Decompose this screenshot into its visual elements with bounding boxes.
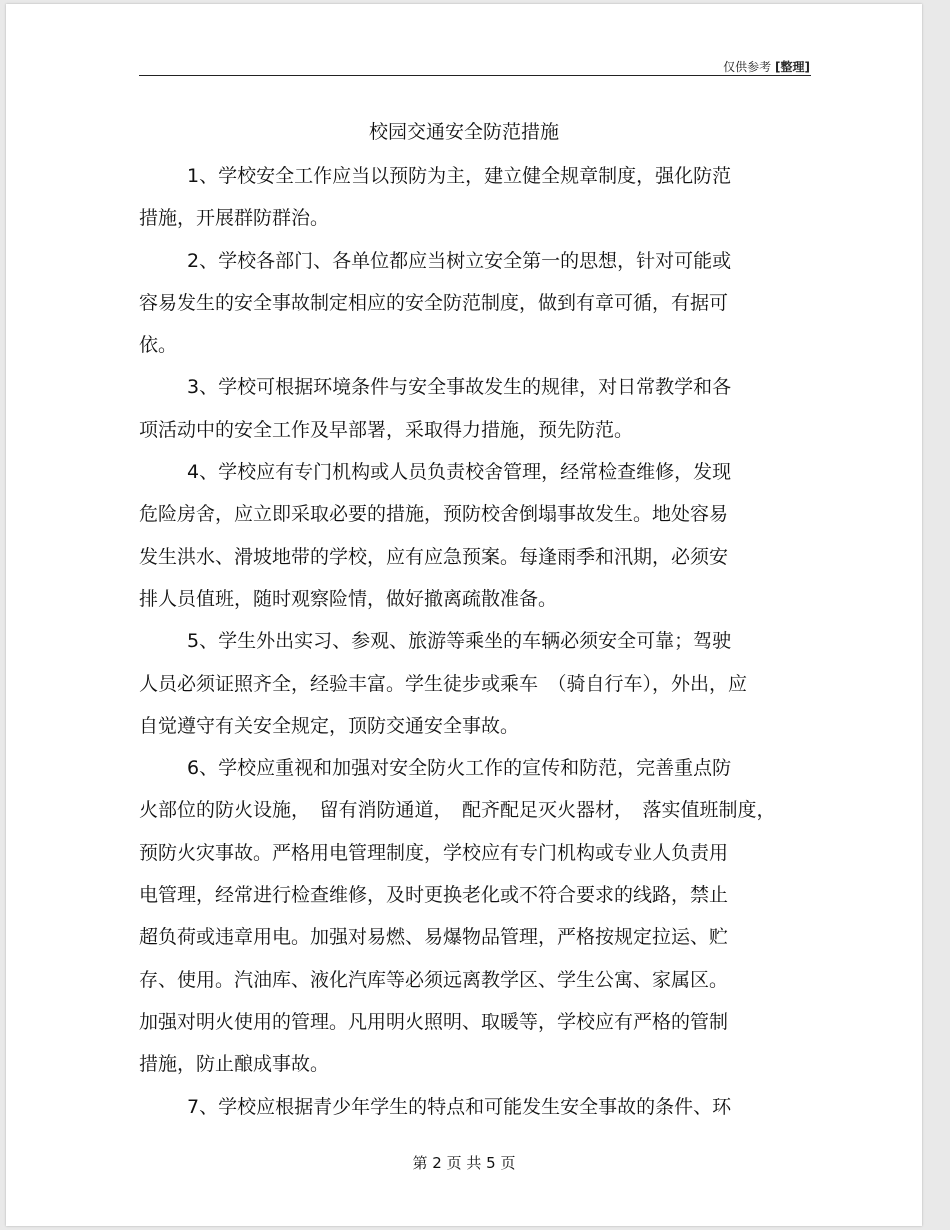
paragraph-line: 6、学校应重视和加强对安全防火工作的宣传和防范，完善重点防	[187, 757, 732, 780]
header-divider	[139, 75, 811, 76]
paragraph-7	[139, 1086, 811, 1128]
paragraph-line: 依。	[139, 334, 178, 357]
paragraph-line: 5、学生外出实习、参观、旅游等乘坐的车辆必须安全可靠；驾驶	[187, 630, 732, 653]
paragraph-6	[139, 747, 811, 1085]
paragraph-line: 4、学校应有专门机构或人员负责校舍管理，经常检查维修，发现	[187, 461, 732, 484]
header-note	[723, 58, 810, 75]
paragraph-line: 预防火灾事故。严格用电管理制度，学校应有专门机构或专业人负责用	[139, 841, 729, 864]
paragraph-line: 项活动中的安全工作及早部署，采取得力措施，预先防范。	[139, 418, 634, 441]
paragraph-line: 超负荷或违章用电。加强对易燃、易爆物品管理，严格按规定拉运、贮	[139, 926, 729, 949]
page-title: 校园交通安全防范措施	[368, 121, 559, 143]
paragraph-line: 措施，防止酿成事故。	[139, 1053, 330, 1076]
paragraph-line: 自觉遵守有关安全规定，顶防交通安全事故。	[139, 714, 520, 737]
document-body	[139, 155, 811, 1128]
paragraph-5	[139, 620, 811, 747]
paragraph-line: 2、学校各部门、各单位都应当树立安全第一的思想，针对可能或	[187, 249, 732, 272]
paragraph-line: 电管理，经常进行检查维修，及时更换老化或不符合要求的线路，禁止	[139, 884, 729, 907]
paragraph-1	[139, 155, 811, 240]
paragraph-line: 发生洪水、滑坡地带的学校，应有应急预案。每逢雨季和汛期，必须安	[139, 545, 729, 568]
paragraph-4	[139, 451, 811, 620]
page-number-footer: 第 2 页 共 5 页	[412, 1154, 516, 1172]
paragraph-line: 排人员值班，随时观察险情，做好撤离疏散准备。	[139, 587, 558, 610]
paragraph-line: 加强对明火使用的管理。凡用明火照明、取暖等，学校应有严格的管制	[139, 1010, 729, 1033]
paragraph-line: 7、学校应根据青少年学生的特点和可能发生安全事故的条件、环	[187, 1095, 732, 1118]
paragraph-line: 火部位的防火设施， 留有消防通道， 配齐配足灭火器材， 落实值班制度，	[139, 799, 776, 822]
paragraph-line: 容易发生的安全事故制定相应的安全防范制度，做到有章可循，有据可	[139, 291, 729, 314]
paragraph-3	[139, 366, 811, 451]
paragraph-line: 存、使用。汽油库、液化汽库等必须远离教学区、学生公寓、家属区。	[139, 968, 729, 991]
paragraph-line: 措施，开展群防群治。	[139, 207, 330, 230]
document-page	[6, 4, 922, 1226]
paragraph-2	[139, 240, 811, 367]
paragraph-line: 危险房舍，应立即采取必要的措施，预防校舍倒塌事故发生。地处容易	[139, 503, 729, 526]
header-tag: [整理]	[775, 60, 810, 74]
paragraph-line: 1、学校安全工作应当以预防为主，建立健全规章制度，强化防范	[187, 165, 732, 187]
paragraph-line: 3、学校可根据环境条件与安全事故发生的规律，对日常教学和各	[187, 376, 732, 399]
paragraph-line: 人员必须证照齐全，经验丰富。学生徒步或乘车 （骑自行车），外出，应	[139, 672, 748, 695]
header-note-text: 仅供参考	[723, 60, 772, 74]
